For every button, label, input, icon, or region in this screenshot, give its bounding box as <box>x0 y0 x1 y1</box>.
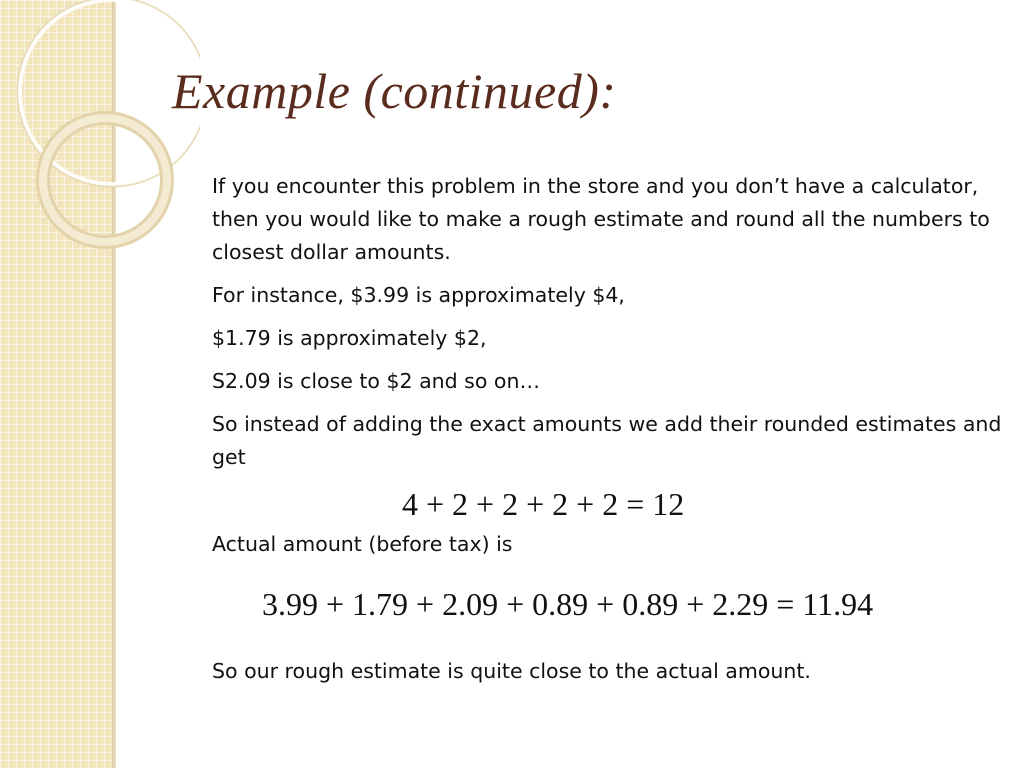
example-line-3: S2.09 is close to $2 and so on… <box>212 369 540 393</box>
rounded-sum-paragraph: So instead of adding the exact amounts we add their rounded estimates and get <box>212 412 1002 469</box>
slide-title: Example (continued): <box>172 63 617 119</box>
example-line-1: For instance, $3.99 is approximately $4, <box>212 283 625 307</box>
conclusion-paragraph: So our rough estimate is quite close to the actual amount. <box>212 659 811 683</box>
actual-equation: 3.99 + 1.79 + 2.09 + 0.89 + 0.89 + 2.29 = 11.94 <box>262 586 874 622</box>
body-text <box>212 170 1002 484</box>
estimate-equation: 4 + 2 + 2 + 2 + 2 = 12 <box>402 486 685 522</box>
example-line-2: $1.79 is approximately $2, <box>212 326 487 350</box>
actual-amount-label: Actual amount (before tax) is <box>212 532 513 556</box>
intro-paragraph: If you encounter this problem in the store and you don’t have a calculator, then you would like to make a rough estimate and round all the numbers to closest dollar amounts. <box>212 174 990 264</box>
decorative-rings <box>0 0 200 260</box>
